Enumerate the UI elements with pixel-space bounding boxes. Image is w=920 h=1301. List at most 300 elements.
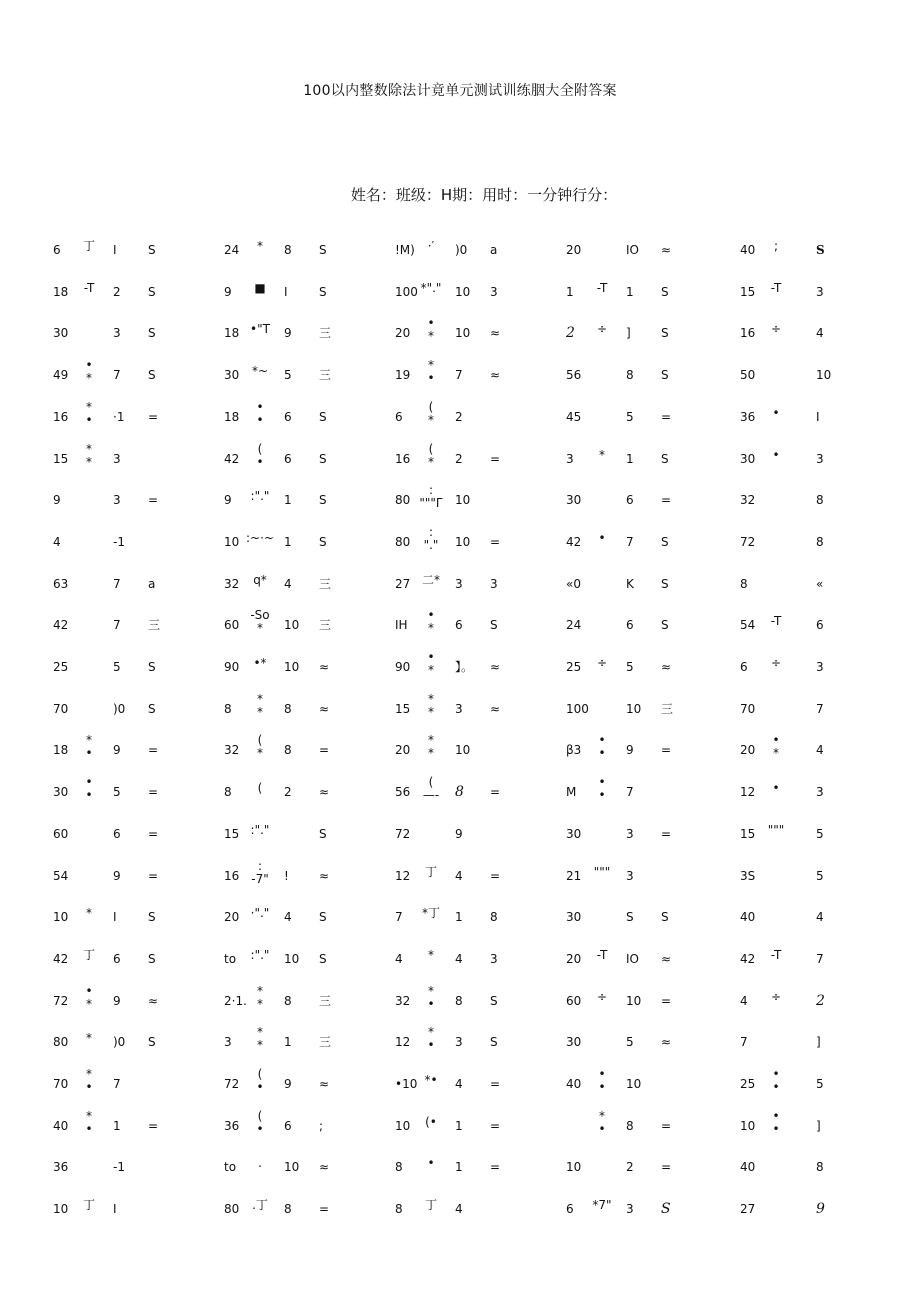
exercise-divisor: I xyxy=(284,284,288,299)
exercise-divisor: 3 xyxy=(626,868,634,883)
exercise-result-mark: ≈ xyxy=(319,1077,330,1091)
exercise-divisor: 1 xyxy=(455,1160,463,1175)
exercise-operator-mark: ·"." xyxy=(250,906,270,921)
exercise-operator-mark: : -7" xyxy=(251,858,269,886)
exercise-operator-mark: • xyxy=(772,781,780,796)
exercise-result-mark: S xyxy=(148,243,156,257)
exercise-result-mark: ≈ xyxy=(319,868,330,883)
exercise-dividend: 20 xyxy=(566,243,582,257)
exercise-operator-mark: :"." xyxy=(250,489,270,504)
exercise-operator-mark: * • xyxy=(85,399,93,427)
exercise-divisor: 4 xyxy=(455,951,463,966)
exercise-dividend: 72 xyxy=(53,993,69,1008)
exercise-divisor: 10 xyxy=(455,326,471,341)
exercise-operator-mark: ( * xyxy=(428,441,434,469)
exercise-result-mark: = xyxy=(661,493,672,508)
exercise-result-mark: ] xyxy=(816,1035,821,1050)
exercise-dividend: 40 xyxy=(566,1077,582,1091)
exercise-divisor: 10 xyxy=(284,660,300,674)
exercise-row xyxy=(0,313,920,353)
exercise-result-mark: S xyxy=(490,618,498,633)
exercise-dividend: 10 xyxy=(53,910,69,925)
exercise-dividend: 3 xyxy=(224,1035,232,1050)
exercise-divisor: 1 xyxy=(284,1035,292,1050)
exercise-divisor: 6 xyxy=(113,951,121,966)
exercise-divisor: 1 xyxy=(626,284,634,299)
exercise-result-mark: S xyxy=(661,451,669,466)
exercise-divisor: 1 xyxy=(626,451,634,466)
exercise-divisor: 4 xyxy=(284,910,292,925)
exercise-dividend: M xyxy=(566,785,577,800)
exercise-dividend: 49 xyxy=(53,368,69,383)
exercise-result-mark: S xyxy=(490,993,498,1008)
exercise-operator-mark: 丁 xyxy=(82,1198,95,1213)
exercise-dividend: 56 xyxy=(566,368,582,383)
exercise-divisor: 10 xyxy=(455,493,471,508)
exercise-result-mark: = xyxy=(148,743,159,758)
exercise-operator-mark: :"." xyxy=(250,947,270,962)
exercise-dividend: 54 xyxy=(740,618,756,633)
exercise-divisor: 3 xyxy=(455,1035,463,1050)
exercise-dividend: 42 xyxy=(740,951,756,966)
exercise-divisor: 6 xyxy=(626,493,634,508)
exercise-divisor: 4 xyxy=(455,1077,463,1091)
exercise-dividend: 9 xyxy=(53,493,61,508)
exercise-operator-mark: • • xyxy=(598,1067,606,1094)
exercise-divisor: 10 xyxy=(284,951,300,966)
exercise-dividend: 32 xyxy=(740,493,756,508)
exercise-divisor: I xyxy=(113,243,117,257)
exercise-row xyxy=(0,230,920,270)
exercise-divisor: )0 xyxy=(113,1035,126,1050)
exercise-result-mark: S xyxy=(661,618,669,633)
exercise-dividend: 30 xyxy=(566,910,582,925)
exercise-divisor: ! xyxy=(284,868,289,883)
exercise-operator-mark: ; xyxy=(773,239,779,253)
exercise-dividend: 4 xyxy=(53,534,61,549)
exercise-operator-mark: • xyxy=(427,1156,435,1171)
exercise-dividend: 2 xyxy=(566,325,575,342)
exercise-dividend: 70 xyxy=(53,701,69,716)
exercise-dividend: 6 xyxy=(395,409,403,424)
exercise-operator-mark: -T xyxy=(596,280,608,295)
exercise-dividend: 25 xyxy=(53,660,69,674)
exercise-result-mark: S xyxy=(816,243,825,257)
exercise-dividend: 72 xyxy=(740,534,756,549)
exercise-dividend: 40 xyxy=(53,1118,69,1133)
exercise-result-mark: S xyxy=(319,910,327,925)
exercise-result-mark: 3 xyxy=(816,785,824,800)
exercise-operator-mark: • • xyxy=(256,399,264,427)
exercise-divisor: I xyxy=(113,910,117,925)
exercise-result-mark: S xyxy=(148,1035,156,1050)
exercise-operator-mark: ( • xyxy=(256,1067,264,1094)
exercise-dividend: 18 xyxy=(53,284,69,299)
exercise-result-mark: 5 xyxy=(816,868,824,883)
exercise-dividend: 42 xyxy=(53,618,69,633)
exercise-result-mark: ≈ xyxy=(319,701,330,716)
exercise-dividend: 80 xyxy=(395,493,411,508)
exercise-dividend: 45 xyxy=(566,409,582,424)
exercise-divisor: 6 xyxy=(284,451,292,466)
exercise-dividend: 19 xyxy=(395,368,411,383)
exercise-dividend: 8 xyxy=(740,576,748,591)
exercise-divisor: 3 xyxy=(455,576,463,591)
exercise-result-mark: ≈ xyxy=(319,785,330,800)
exercise-dividend: 7 xyxy=(395,910,403,925)
exercise-result-mark: S xyxy=(319,243,327,257)
exercise-result-mark: = xyxy=(661,826,672,841)
exercise-dividend: 15 xyxy=(740,826,756,841)
exercise-operator-mark: -T xyxy=(770,280,782,295)
exercise-result-mark: = xyxy=(490,451,501,466)
exercise-dividend: 4 xyxy=(740,993,748,1008)
exercise-result-mark: S xyxy=(148,701,156,716)
exercise-result-mark: = xyxy=(490,868,501,883)
exercise-operator-mark: * * xyxy=(428,691,434,719)
exercise-result-mark: S xyxy=(319,826,327,841)
exercise-result-mark: 三 xyxy=(661,701,674,716)
exercise-dividend: 36 xyxy=(740,409,756,424)
exercise-operator-mark: ( • xyxy=(256,1108,264,1136)
exercise-operator-mark: """ xyxy=(767,822,785,837)
exercise-operator-mark: ÷ xyxy=(596,656,608,670)
exercise-result-mark: ≈ xyxy=(490,326,501,341)
exercise-dividend: 20 xyxy=(566,951,582,966)
exercise-dividend: 60 xyxy=(566,993,582,1008)
exercise-divisor: 3 xyxy=(626,826,634,841)
exercise-dividend: 10 xyxy=(566,1160,582,1175)
student-info-line: 姓名：班级：H期：用时：一分钟行分： xyxy=(350,186,618,204)
exercise-result-mark: a xyxy=(148,576,156,591)
exercise-divisor: 5 xyxy=(626,409,634,424)
exercise-divisor: 8 xyxy=(455,784,464,801)
exercise-dividend: 9 xyxy=(224,284,232,299)
exercise-row xyxy=(0,647,920,687)
exercise-divisor: 7 xyxy=(455,368,463,383)
exercise-dividend: 7 xyxy=(740,1035,748,1050)
exercise-result-mark: S xyxy=(148,660,156,674)
exercise-divisor: IO xyxy=(626,951,639,966)
exercise-divisor: I xyxy=(113,1202,117,1217)
exercise-operator-mark: * xyxy=(86,906,92,921)
exercise-row xyxy=(0,730,920,770)
exercise-operator-mark: :"." xyxy=(250,822,270,837)
exercise-divisor: 8 xyxy=(284,243,292,257)
exercise-row xyxy=(0,981,920,1021)
exercise-divisor: 8 xyxy=(626,1118,634,1133)
exercise-row xyxy=(0,605,920,645)
exercise-divisor: 1 xyxy=(455,1118,463,1133)
exercise-divisor: 4 xyxy=(455,868,463,883)
exercise-dividend: 25 xyxy=(566,660,582,674)
exercise-dividend: 18 xyxy=(53,743,69,758)
exercise-operator-mark: ( —- xyxy=(422,775,440,803)
exercise-operator-mark: 丁 xyxy=(424,864,437,879)
exercise-dividend: 6 xyxy=(53,243,61,257)
exercise-operator-mark: * xyxy=(257,239,263,253)
exercise-row xyxy=(0,397,920,437)
exercise-operator-mark: • • xyxy=(598,733,606,761)
exercise-result-mark: ≈ xyxy=(661,951,672,966)
exercise-dividend: 36 xyxy=(53,1160,69,1175)
exercise-divisor: K xyxy=(626,576,634,591)
exercise-operator-mark: * • xyxy=(427,1025,435,1053)
exercise-operator-mark: * • xyxy=(598,1108,606,1136)
exercise-result-mark: ≈ xyxy=(661,243,672,257)
exercise-dividend: 30 xyxy=(740,451,756,466)
exercise-result-mark: = xyxy=(661,409,672,424)
exercise-dividend: 100 xyxy=(395,284,418,299)
exercise-result-mark: 10 xyxy=(816,368,832,383)
exercise-dividend: 10 xyxy=(53,1202,69,1217)
exercise-result-mark: = xyxy=(661,743,672,758)
exercise-row xyxy=(0,1189,920,1229)
exercise-divisor: 】。 xyxy=(455,660,474,674)
exercise-operator-mark: : "." xyxy=(423,524,439,552)
exercise-dividend: 40 xyxy=(740,243,756,257)
exercise-divisor: S xyxy=(626,910,634,925)
exercise-operator-mark: • • xyxy=(598,775,606,803)
exercise-divisor: 8 xyxy=(284,743,292,758)
exercise-operator-mark: -T xyxy=(83,280,95,295)
exercise-operator-mark: ( • xyxy=(256,441,264,469)
exercise-divisor: 10 xyxy=(455,284,471,299)
exercise-dividend: 72 xyxy=(224,1077,240,1091)
exercise-dividend: 16 xyxy=(224,868,240,883)
exercise-result-mark: 6 xyxy=(816,618,824,633)
exercise-result-mark: 4 xyxy=(816,326,824,341)
exercise-dividend: 70 xyxy=(740,701,756,716)
exercise-divisor: 10 xyxy=(284,618,300,633)
exercise-dividend: 32 xyxy=(224,576,240,591)
exercise-divisor: ] xyxy=(626,326,631,341)
exercise-result-mark: S xyxy=(661,368,669,383)
exercise-dividend: 30 xyxy=(566,1035,582,1050)
exercise-dividend: 4 xyxy=(395,951,403,966)
exercise-result-mark: 4 xyxy=(816,743,824,758)
exercise-operator-mark: •"T xyxy=(250,322,270,337)
exercise-result-mark: 三 xyxy=(319,993,332,1008)
exercise-divisor: 8 xyxy=(626,368,634,383)
exercise-result-mark: S xyxy=(148,368,156,383)
exercise-divisor: 5 xyxy=(626,1035,634,1050)
exercise-dividend: 54 xyxy=(53,868,69,883)
exercise-operator-mark: *~ xyxy=(251,364,269,379)
exercise-divisor: 8 xyxy=(455,993,463,1008)
exercise-dividend: 42 xyxy=(53,951,69,966)
exercise-dividend: 8 xyxy=(224,701,232,716)
exercise-result-mark: S xyxy=(319,951,327,966)
exercise-operator-mark: ( xyxy=(257,781,263,796)
exercise-divisor: 2 xyxy=(284,785,292,800)
exercise-result-mark: 3 xyxy=(816,451,824,466)
exercise-operator-mark: *丁 xyxy=(421,906,440,921)
exercise-result-mark: 2 xyxy=(816,992,825,1009)
exercise-dividend: 42 xyxy=(224,451,240,466)
exercise-divisor: 2 xyxy=(455,409,463,424)
exercise-result-mark: = xyxy=(490,1160,501,1175)
exercise-dividend: 40 xyxy=(740,1160,756,1175)
exercise-operator-mark: • * xyxy=(85,358,93,386)
exercise-dividend: 100 xyxy=(566,701,589,716)
exercise-row xyxy=(0,939,920,979)
exercise-divisor: 9 xyxy=(626,743,634,758)
exercise-operator-mark xyxy=(756,1189,796,1239)
exercise-divisor: 7 xyxy=(113,618,121,633)
exercise-operator-mark: ÷ xyxy=(596,989,608,1004)
exercise-divisor: 4 xyxy=(284,576,292,591)
exercise-result-mark: = xyxy=(661,1160,672,1175)
exercise-operator-mark: • xyxy=(772,447,780,462)
exercise-dividend: to xyxy=(224,951,237,966)
exercise-operator-mark: ÷ xyxy=(770,989,782,1004)
exercise-result-mark: 3 xyxy=(816,660,824,674)
exercise-divisor: 9 xyxy=(113,743,121,758)
exercise-result-mark: = xyxy=(490,785,501,800)
exercise-result-mark: 8 xyxy=(490,910,498,925)
exercise-operator-mark: • xyxy=(598,530,606,545)
exercise-result-mark: S xyxy=(661,1201,671,1218)
exercise-operator-mark: * * xyxy=(428,733,434,761)
exercise-result-mark: 三 xyxy=(319,368,332,383)
exercise-operator-mark: * * xyxy=(257,691,263,719)
exercise-dividend: 50 xyxy=(740,368,756,383)
exercise-divisor: 6 xyxy=(284,1118,292,1133)
exercise-divisor: 1 xyxy=(284,493,292,508)
exercise-dividend: 27 xyxy=(395,576,411,591)
exercise-divisor: 10 xyxy=(455,743,471,758)
exercise-result-mark: I xyxy=(816,409,820,424)
exercise-divisor: 9 xyxy=(113,993,121,1008)
exercise-dividend: 25 xyxy=(740,1077,756,1091)
exercise-dividend: 63 xyxy=(53,576,69,591)
exercise-result-mark: = xyxy=(490,534,501,549)
exercise-result-mark: 7 xyxy=(816,701,824,716)
exercise-dividend: 80 xyxy=(395,534,411,549)
exercise-result-mark: = xyxy=(148,493,159,508)
exercise-operator-mark: ·′ xyxy=(427,239,435,253)
exercise-dividend: 90 xyxy=(224,660,240,674)
exercise-dividend: 24 xyxy=(566,618,582,633)
exercise-row xyxy=(0,355,920,395)
exercise-result-mark: S xyxy=(319,409,327,424)
exercise-row xyxy=(0,897,920,937)
exercise-dividend: 16 xyxy=(740,326,756,341)
exercise-result-mark: 5 xyxy=(816,826,824,841)
exercise-operator-mark: • * xyxy=(772,733,780,761)
exercise-dividend: 21 xyxy=(566,868,582,883)
exercise-result-mark: 三 xyxy=(319,618,332,633)
exercise-divisor: 1 xyxy=(455,910,463,925)
exercise-result-mark: = xyxy=(490,1118,501,1133)
exercise-row xyxy=(0,772,920,812)
exercise-operator-mark: 丁 xyxy=(82,947,95,962)
exercise-result-mark: 3 xyxy=(490,284,498,299)
exercise-dividend: 10 xyxy=(395,1118,411,1133)
exercise-operator-mark: ( * xyxy=(428,399,434,427)
exercise-operator-mark: q* xyxy=(253,572,267,587)
exercise-operator-mark: . xyxy=(258,1156,262,1171)
exercise-result-mark: S xyxy=(661,576,669,591)
exercise-dividend: 18 xyxy=(224,409,240,424)
exercise-operator-mark: * • xyxy=(85,1108,93,1136)
exercise-dividend: to xyxy=(224,1160,237,1175)
exercise-row xyxy=(0,272,920,312)
exercise-operator-mark: * xyxy=(428,947,434,962)
exercise-dividend: 80 xyxy=(224,1202,240,1217)
exercise-operator-mark: • • xyxy=(85,775,93,803)
exercise-dividend: 1 xyxy=(566,284,574,299)
exercise-divisor: 6 xyxy=(455,618,463,633)
exercise-dividend: 15 xyxy=(53,451,69,466)
exercise-operator-mark: ÷ xyxy=(770,656,782,670)
exercise-result-mark: = xyxy=(490,1077,501,1091)
exercise-operator-mark: • * xyxy=(85,983,93,1011)
exercise-operator-mark: * • xyxy=(85,1067,93,1094)
exercise-dividend: 10 xyxy=(224,534,240,549)
exercise-result-mark: S xyxy=(319,534,327,549)
exercise-dividend: 15 xyxy=(224,826,240,841)
exercise-divisor: 2 xyxy=(626,1160,634,1175)
exercise-operator-mark: *• xyxy=(424,1073,438,1087)
exercise-operator-mark: ÷ xyxy=(770,322,782,337)
exercise-operator-mark: (• xyxy=(425,1114,437,1129)
exercise-row xyxy=(0,1064,920,1104)
exercise-operator-mark: • • xyxy=(772,1067,780,1094)
exercise-operator-mark: • * xyxy=(427,316,435,344)
exercise-result-mark: 三 xyxy=(319,1035,332,1050)
exercise-divisor: 10 xyxy=(455,534,471,549)
exercise-result-mark: ≈ xyxy=(319,1160,330,1175)
exercise-dividend: 32 xyxy=(224,743,240,758)
exercise-divisor: 9 xyxy=(455,826,463,841)
exercise-operator-mark: * • xyxy=(85,733,93,761)
exercise-result-mark: ≈ xyxy=(490,368,501,383)
exercise-divisor: )0 xyxy=(455,243,468,257)
exercise-divisor: 6 xyxy=(626,618,634,633)
exercise-operator-mark: * • xyxy=(427,358,435,386)
exercise-operator-mark: * * xyxy=(257,1025,263,1053)
exercise-operator-mark: *"." xyxy=(420,280,442,295)
exercise-divisor: 7 xyxy=(626,534,634,549)
exercise-result-mark: 三 xyxy=(319,326,332,341)
exercise-operator-mark: * xyxy=(599,447,605,462)
exercise-divisor: -1 xyxy=(113,534,125,549)
exercise-dividend: •10 xyxy=(395,1077,418,1091)
exercise-result-mark: S xyxy=(661,326,669,341)
exercise-dividend: 12 xyxy=(395,1035,411,1050)
exercise-result-mark: 三 xyxy=(148,618,161,633)
exercise-row xyxy=(0,1147,920,1187)
exercise-row xyxy=(0,522,920,562)
exercise-dividend: 30 xyxy=(224,368,240,383)
exercise-dividend: 60 xyxy=(53,826,69,841)
exercise-divisor: 5 xyxy=(626,660,634,674)
exercise-operator-mark: -T xyxy=(770,947,782,962)
exercise-row xyxy=(0,1022,920,1062)
exercise-divisor: 7 xyxy=(626,785,634,800)
exercise-result-mark: ≈ xyxy=(319,660,330,674)
exercise-divisor: )0 xyxy=(113,701,126,716)
exercise-dividend: 30 xyxy=(53,326,69,341)
exercise-divisor: 6 xyxy=(284,409,292,424)
exercise-result-mark: 3 xyxy=(490,951,498,966)
exercise-row xyxy=(0,1106,920,1146)
exercise-result-mark: 三 xyxy=(319,576,332,591)
exercise-operator-mark: """ xyxy=(593,864,611,879)
exercise-dividend: 18 xyxy=(224,326,240,341)
